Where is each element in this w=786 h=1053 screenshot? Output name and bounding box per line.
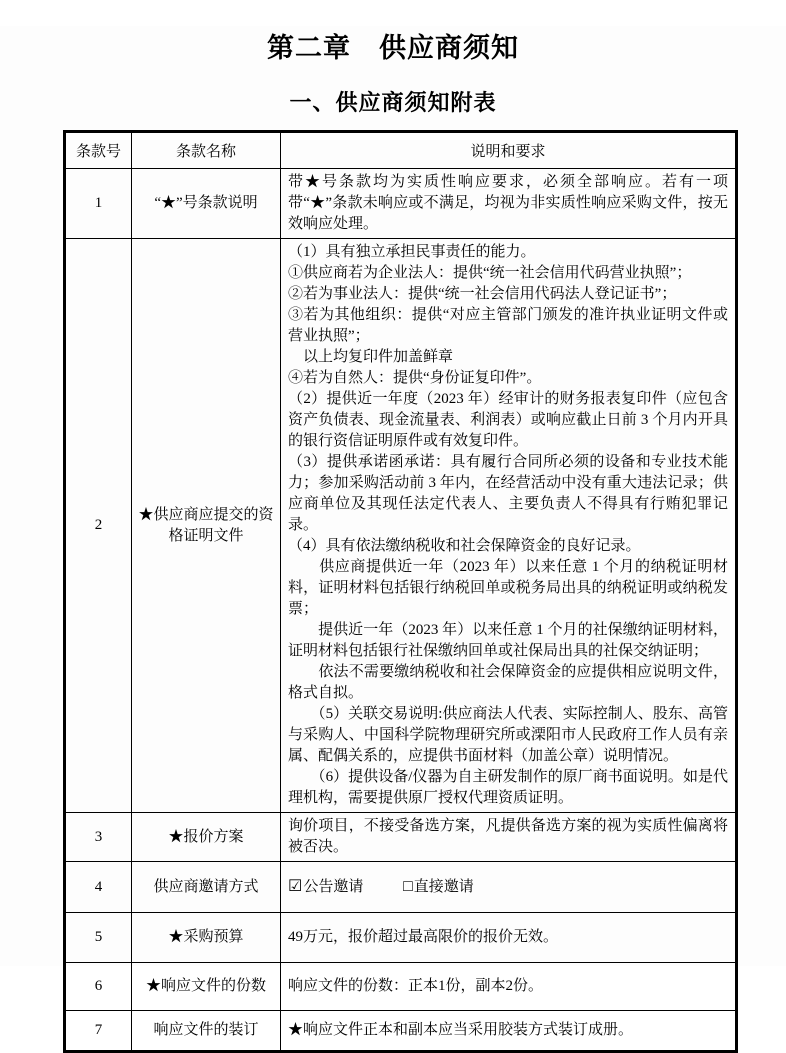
desc-paragraph: ③若为其他组织：提供“对应主管部门颁发的准许执业证明文件或营业执照”； [288,307,728,344]
desc-paragraph: 依法不需要缴纳税收和社会保障资金的应提供相应说明文件，格式自拟。 [288,664,728,701]
column-header-clause-no: 条款号 [65,132,132,169]
table-row [65,813,737,862]
clause-name-cell: ★报价方案 [132,813,281,862]
desc-paragraph: （6）提供设备/仪器为自主研发制作的原厂商书面说明。如是代理机构，需要提供原厂授权代理资质证明。 [288,769,728,806]
clause-name-cell: ★采购预算 [132,913,281,963]
table-row [65,169,737,239]
section-title: 一、供应商须知附表 [289,90,497,115]
column-header-description: 说明和要求 [281,132,737,169]
table-row [65,862,737,913]
desc-paragraph: ②若为事业法人：提供“统一社会信用代码法人登记证书”； [288,286,677,302]
desc-paragraph: 响应文件的份数：正本1份，副本2份。 [288,978,544,994]
desc-paragraph: ④若为自然人：提供“身份证复印件”。 [288,370,542,386]
clause-desc-cell [281,963,737,1011]
clause-no-cell: 1 [65,169,132,239]
desc-paragraph: （2）提供近一年度（2023 年）经审计的财务报表复印件（应包含资产负债表、现金流量表、利润表）或响应截止日前 3 个月内开具的银行资信证明原件或有效复印件。 [288,391,728,449]
table-row [65,239,737,813]
clause-name-cell: “★”号条款说明 [132,169,281,239]
supplier-notice-table [63,130,738,1053]
desc-paragraph: 以上均复印件加盖鲜章 [288,349,454,365]
chapter-title: 第二章 供应商须知 [267,33,519,63]
desc-paragraph: 带★号条款均为实质性响应要求，必须全部响应。若有一项带“★”条款未响应或不满足，均视为非实质性响应采购文件，按无效响应处理。 [288,174,728,232]
clause-desc-cell [281,813,737,862]
clause-desc-cell [281,239,737,813]
invitation-option-announcement [288,876,363,898]
invitation-option-label: 直接邀请 [413,879,474,895]
clause-desc-cell [281,862,737,913]
desc-paragraph: 提供近一年（2023 年）以来任意 1 个月的社保缴纳证明材料，证明材料包括银行社保缴纳回单或社保局出具的社保交纳证明； [288,622,728,659]
clause-no-cell: 7 [65,1011,132,1052]
checkbox-checked-icon: ☑ [288,878,303,895]
desc-paragraph: （3）提供承诺函承诺：具有履行合同所必须的设备和专业技术能力；参加采购活动前 3 年内，在经营活动中没有重大违法记录；供应商单位及其现任法定代表人、主要负责人不得具有行贿犯罪记录。 [288,454,728,533]
desc-paragraph: （4）具有依法缴纳税收和社会保障资金的良好记录。 [288,538,641,554]
desc-paragraph: 49万元，报价超过最高限价的报价无效。 [288,929,559,945]
table-row [65,1011,737,1052]
desc-paragraph: ①供应商若为企业法人：提供“统一社会信用代码营业执照”； [288,265,692,281]
column-header-clause-name: 条款名称 [132,132,281,169]
clause-name-cell: ★响应文件的份数 [132,963,281,1011]
clause-desc-cell [281,1011,737,1052]
clause-no-cell: 2 [65,239,132,813]
clause-no-cell: 4 [65,862,132,913]
clause-desc-cell [281,913,737,963]
desc-paragraph: ★响应文件正本和副本应当采用胶装方式装订成册。 [288,1022,634,1038]
clause-desc-cell [281,169,737,239]
clause-name-cell: 供应商邀请方式 [132,862,281,913]
table-header-row [65,132,737,169]
invitation-options [288,876,728,898]
desc-paragraph: 询价项目，不接受备选方案，凡提供备选方案的视为实质性偏离将被否决。 [288,818,728,855]
desc-paragraph: 供应商提供近一年（2023 年）以来任意 1 个月的纳税证明材料，证明材料包括银行纳税回单或税务局出具的纳税证明或纳税发票； [288,559,728,617]
clause-no-cell: 5 [65,913,132,963]
invitation-option-direct [403,876,474,898]
clause-no-cell: 3 [65,813,132,862]
table-row [65,913,737,963]
checkbox-unchecked-icon: □ [403,878,413,895]
desc-paragraph: （5）关联交易说明:供应商法人代表、实际控制人、股东、高管与采购人、中国科学院物理研究所或溧阳市人民政府工作人员有亲属、配偶关系的，应提供书面材料（加盖公章）说明情况。 [288,706,728,764]
clause-name-cell: ★供应商应提交的资格证明文件 [132,239,281,813]
clause-name-cell: 响应文件的装订 [132,1011,281,1052]
desc-paragraph: （1）具有独立承担民事责任的能力。 [288,244,536,260]
document-page [0,26,786,1038]
table-row [65,963,737,1011]
clause-no-cell: 6 [65,963,132,1011]
invitation-option-label: 公告邀请 [303,879,364,895]
